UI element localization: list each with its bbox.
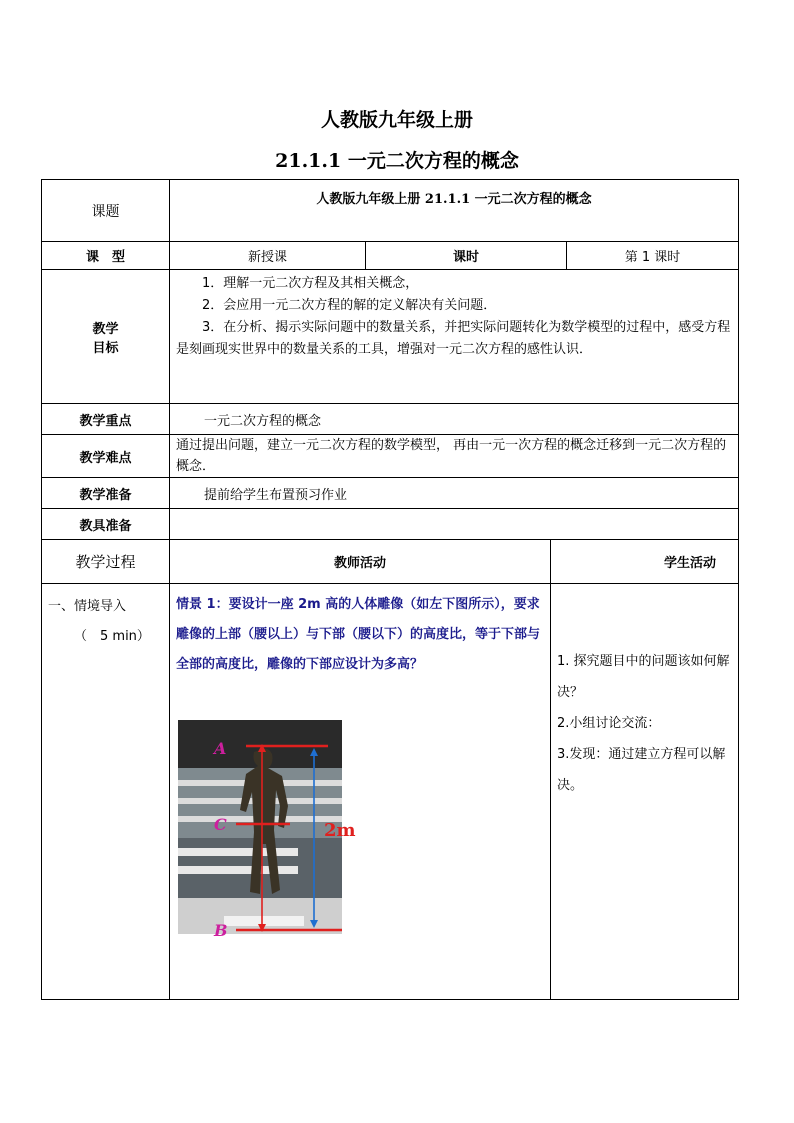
label-c: C bbox=[214, 815, 227, 834]
student-item: 3.发现：通过建立方程可以解决。 bbox=[557, 747, 726, 793]
student-item: 2.小组讨论交流： bbox=[557, 716, 661, 731]
goal-item: 2．会应用一元二次方程的解的定义解决有关问题． bbox=[202, 298, 497, 313]
scenario-text: 情景 1：要设计一座 2m 高的人体雕像（如左下图所示），要求雕像的上部（腰以上）与下部（腰以下）的高度比，等于下部与全部的高度比，雕像的下部应设计为多高？ bbox=[176, 597, 541, 672]
row-process-body bbox=[42, 584, 739, 1000]
row-topic bbox=[42, 180, 739, 242]
label-a: A bbox=[214, 739, 227, 758]
goal-item: 1．理解一元二次方程及其相关概念， bbox=[202, 276, 419, 291]
label-height: 2m bbox=[324, 820, 356, 841]
preparation-label: 教学准备 bbox=[42, 478, 170, 509]
lesson-plan-table bbox=[41, 179, 739, 1000]
type-value: 新授课 bbox=[170, 242, 366, 270]
tools-label: 教具准备 bbox=[42, 509, 170, 540]
row-tools bbox=[42, 509, 739, 540]
goals-list bbox=[170, 270, 739, 404]
teacher-activity bbox=[170, 584, 551, 1000]
student-activity bbox=[551, 584, 739, 1000]
goal-item: 3．在分析、揭示实际问题中的数量关系，并把实际问题转化为数学模型的过程中，感受方程是刻画现实世界中的数量关系的工具，增强对一元二次方程的感性认识． bbox=[176, 320, 731, 357]
goals-label-line1: 教学 bbox=[92, 321, 119, 337]
page-title-line2: 21.1.1 一元二次方程的概念 bbox=[275, 150, 519, 172]
key-points-label: 教学重点 bbox=[42, 404, 170, 435]
student-item: 1. 探究题目中的问题该如何解决？ bbox=[557, 654, 730, 700]
tools-value bbox=[170, 509, 739, 540]
row-preparation bbox=[42, 478, 739, 509]
row-difficulties bbox=[42, 435, 739, 478]
section-cell bbox=[42, 584, 170, 1000]
section-time: （ 5 min） bbox=[74, 629, 150, 644]
period-label: 课时 bbox=[366, 242, 567, 270]
preparation-value: 提前给学生布置预习作业 bbox=[170, 478, 739, 509]
topic-value: 人教版九年级上册 21.1.1 一元二次方程的概念 bbox=[170, 180, 739, 242]
process-col-label: 教学过程 bbox=[42, 540, 170, 584]
student-col-label: 学生活动 bbox=[551, 540, 739, 584]
label-b: B bbox=[214, 921, 228, 940]
difficulties-label: 教学难点 bbox=[42, 435, 170, 478]
row-key-points bbox=[42, 404, 739, 435]
page-title-line1: 人教版九年级上册 bbox=[320, 109, 473, 131]
difficulties-value: 通过提出问题，建立一元二次方程的数学模型， 再由一元一次方程的概念迁移到一元二次方程的概念． bbox=[170, 435, 739, 478]
row-type bbox=[42, 242, 739, 270]
row-goals bbox=[42, 270, 739, 404]
goals-label bbox=[42, 270, 170, 404]
key-points-value: 一元二次方程的概念 bbox=[170, 404, 739, 435]
period-value: 第 1 课时 bbox=[567, 242, 739, 270]
section-title: 一、情境导入 bbox=[48, 599, 127, 614]
goals-label-line2: 目标 bbox=[92, 340, 119, 356]
topic-label: 课题 bbox=[42, 180, 170, 242]
type-label: 课 型 bbox=[42, 242, 170, 270]
row-process-header bbox=[42, 540, 739, 584]
statue-figure bbox=[178, 720, 356, 940]
teacher-col-label: 教师活动 bbox=[170, 540, 551, 584]
